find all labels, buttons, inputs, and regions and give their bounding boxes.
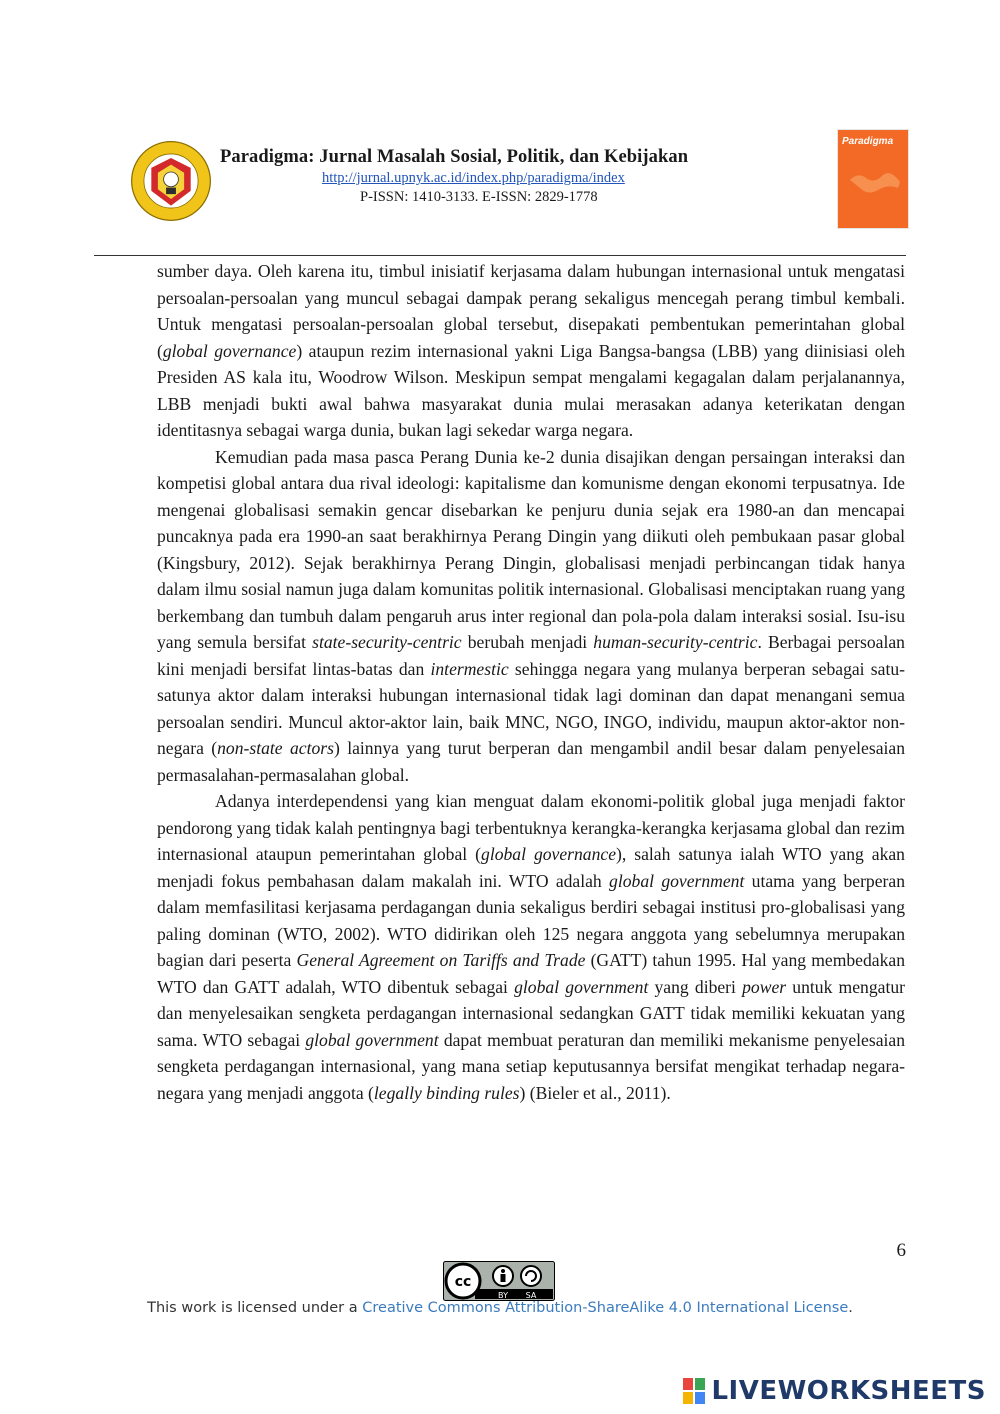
journal-cover-image bbox=[838, 130, 908, 228]
liveworksheets-brand[interactable] bbox=[683, 1376, 986, 1406]
license-link[interactable]: Creative Commons Attribution-ShareAlike 4.0 International License bbox=[362, 1300, 849, 1316]
paragraph: Kemudian pada masa pasca Perang Dunia ke-2 dunia disajikan dengan persaingan interaksi dan kompetisi global antara dua rival ideologi: kapitalisme dan komunisme dengan ekonomi terpusatnya. Ide mengenai globalisasi semakin gencar disebarkan ke penjuru dunia sejak era 1980-an dan mencapai puncaknya pada era 1990-an saat berakhirnya Perang Dingin yang diikuti oleh pembukaan pasar global (Kingsbury, 2012). Sejak berakhirnya Perang Dingin, globalisasi menjadi perbincangan tidak hanya dalam ilmu sosial namun juga dalam komunitas politik internasional. Globalisasi menciptakan ruang yang berkembang dan tumbuh dalam pengaruh arus inter regional dan pola-pola dalam interaksi sosial. Isu-isu yang semula bersifat state-security-centric berubah menjadi human-security-centric. Berbagai persoalan kini menjadi bersifat lintas-batas dan intermestic sehingga negara yang mulanya berperan sebagai satu-satunya aktor dalam interaksi hubungan internasional tidak lagi dominan dan dapat menangani semua persoalan sendiri. Muncul aktor-aktor lain, baik MNC, NGO, INGO, individu, maupun aktor-aktor non-negara (non-state actors) lainnya yang turut berperan dan mengambil andil besar dalam penyelesaian permasalahan-permasalahan global. bbox=[157, 446, 906, 785]
cc-sa-label: SA bbox=[525, 1291, 537, 1300]
paragraph: Adanya interdependensi yang kian menguat dalam ekonomi-politik global juga menjadi faktor pendorong yang tidak kalah pentingnya bagi terbentuknya kerangka-kerangka kerjasama global dan rezim internasional ataupun pemerintahan global (global governance), salah satunya ialah WTO yang akan menjadi fokus pembahasan dalam makalah ini. WTO adalah global government utama yang berperan dalam memfasilitasi kerjasama perdagangan dunia sekaligus berdiri sebagai institusi pro-globalisasi yang paling dominan (WTO, 2002). WTO didirikan oleh 125 negara anggota yang sebelumnya merupakan bagian dari peserta General Agreement on Tariffs and Trade (GATT) tahun 1995. Hal yang membedakan WTO dan GATT adalah, WTO dibentuk sebagai global government yang diberi power untuk mengatur dan menyelesaikan sengketa perdagangan internasional sedangkan GATT tidak memiliki kekuatan yang sama. WTO sebagai global government dapat membuat peraturan dan memiliki mekanisme penyelesaian sengketa perdagangan internasional, yang mana setiap keputusannya bersifat mengikat terhadap negara-negara yang menjadi anggota (legally binding rules) (Bieler et al., 2011). bbox=[157, 791, 906, 1103]
cc-by-label: BY bbox=[498, 1291, 508, 1300]
journal-issn: P-ISSN: 1410-3133. E-ISSN: 2829-1778 bbox=[360, 189, 598, 205]
journal-title: Paradigma: Jurnal Masalah Sosial, Politik, dan Kebijakan bbox=[220, 147, 689, 167]
journal-url-link[interactable]: http://jurnal.upnyk.ac.id/index.php/paradigma/index bbox=[322, 170, 625, 186]
license-suffix: . bbox=[848, 1300, 853, 1316]
page-number: 6 bbox=[896, 1240, 906, 1261]
cover-title: Paradigma bbox=[842, 136, 894, 147]
header-divider bbox=[94, 255, 906, 256]
svg-text:cc: cc bbox=[454, 1274, 472, 1290]
cc-by-sa-badge[interactable] bbox=[443, 1261, 555, 1301]
article-body bbox=[157, 258, 905, 1106]
license-prefix: This work is licensed under a bbox=[147, 1300, 363, 1316]
liveworksheets-icon bbox=[683, 1378, 705, 1404]
university-logo bbox=[130, 140, 212, 222]
liveworksheets-wordmark: LIVEWORKSHEETS bbox=[711, 1376, 986, 1406]
license-notice bbox=[0, 1300, 1000, 1316]
cover-map-graphic bbox=[848, 160, 902, 200]
paragraph: sumber daya. Oleh karena itu, timbul inisiatif kerjasama dalam hubungan internasional untuk mengatasi persoalan-persoalan yang muncul sebagai dampak perang sekaligus mencegah perang timbul kembali. Untuk mengatasi persoalan-persoalan global tersebut, disepakati pembentukan pemerintahan global (global governance) ataupun rezim internasional yakni Liga Bangsa-bangsa (LBB) yang diinisiasi oleh Presiden AS kala itu, Woodrow Wilson. Meskipun sempat mengalami kegagalan dalam perjalanannya, LBB menjadi bukti awal bahwa masyarakat dunia mulai merasakan adanya keterikatan dengan identitasnya sebagai warga dunia, bukan lagi sekedar warga negara. bbox=[157, 261, 905, 440]
